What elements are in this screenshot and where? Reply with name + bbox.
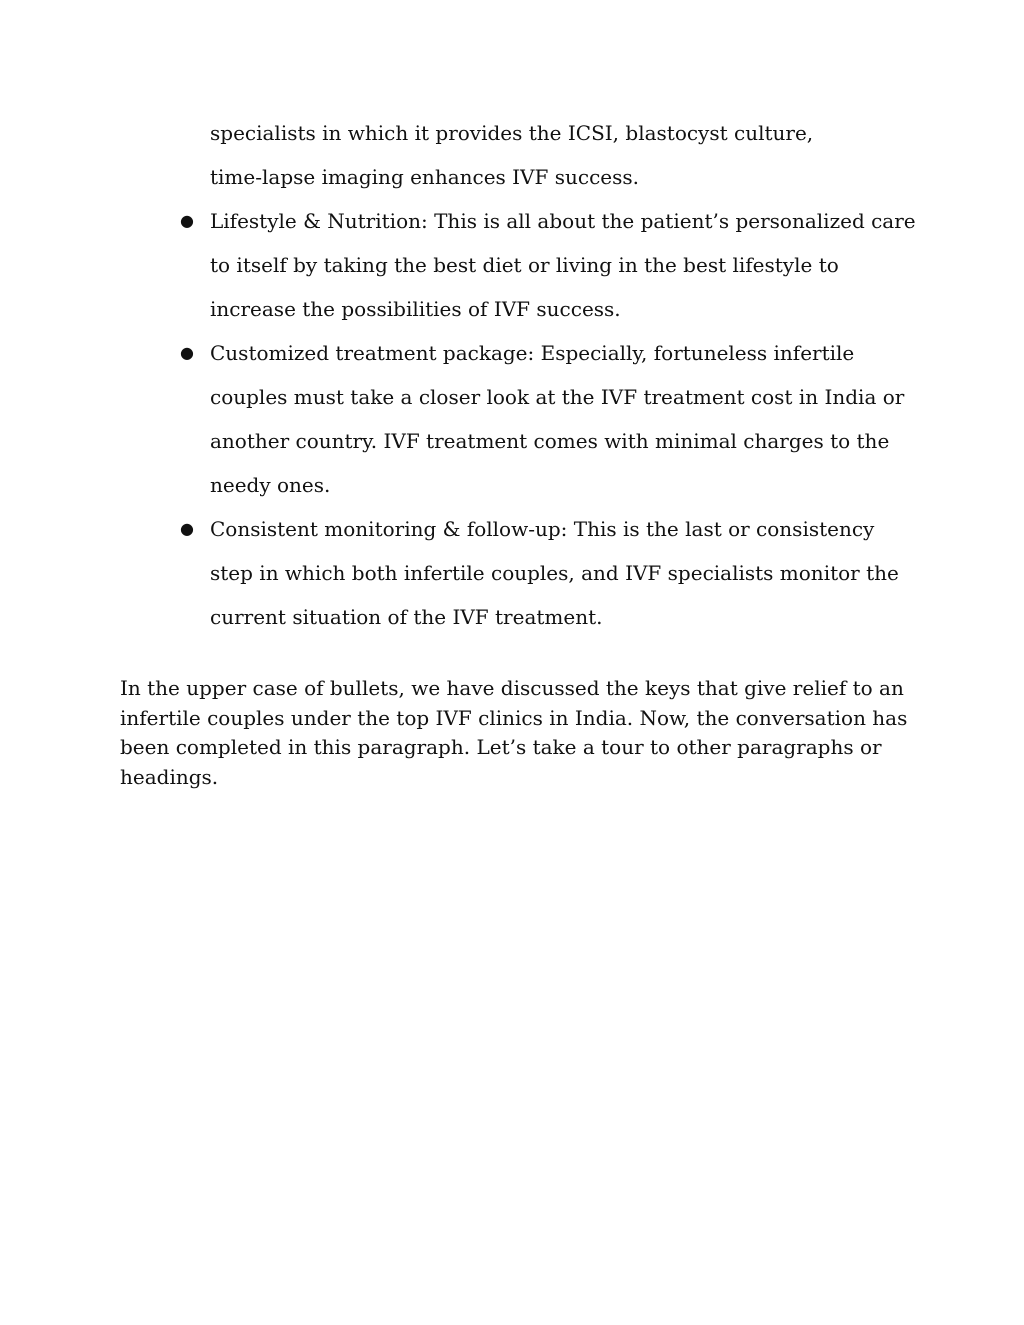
paragraph-line-3: been completed in this paragraph. Let’s take a tour to other paragraphs or [120, 735, 882, 759]
bullet-3-line-2: step in which both infertile couples, and IVF specialists monitor the [210, 561, 899, 585]
bullet-3-line-3: current situation of the IVF treatment. [210, 605, 603, 629]
paragraph-line-1: In the upper case of bullets, we have discussed the keys that give relief to an [120, 676, 904, 700]
bullet-3-line-1: Consistent monitoring & follow-up: This is the last or consistency [210, 517, 875, 541]
continuation-line-1: specialists in which it provides the ICSI, blastocyst culture, [210, 121, 814, 145]
bullet-2-line-2: couples must take a closer look at the IVF treatment cost in India or [210, 385, 905, 409]
bullet-2-line-1: Customized treatment package: Especially, fortuneless infertile [210, 341, 855, 365]
list-item [180, 507, 910, 639]
closing-paragraph [120, 674, 910, 792]
bullet-icon: ● [180, 519, 194, 538]
bullet-2-line-3: another country. IVF treatment comes with minimal charges to the [210, 429, 890, 453]
bullet-2-line-4: needy ones. [210, 473, 331, 497]
paragraph-line-2: infertile couples under the top IVF clinics in India. Now, the conversation has [120, 705, 908, 730]
bullet-1-line-1: Lifestyle & Nutrition: This is all about the patient’s personalized care [210, 209, 916, 233]
paragraph-line-4: headings. [120, 764, 219, 789]
bullet-1-line-2: to itself by taking the best diet or living in the best lifestyle to [210, 253, 839, 277]
continuation-line-2: time-lapse imaging enhances IVF success. [210, 165, 640, 189]
list-item [180, 199, 916, 331]
bullet-1-line-3: increase the possibilities of IVF success. [210, 297, 621, 321]
bullet-icon: ● [180, 343, 194, 362]
bullet-icon: ● [180, 211, 194, 230]
bullet-list [180, 111, 916, 639]
list-item [180, 331, 910, 507]
